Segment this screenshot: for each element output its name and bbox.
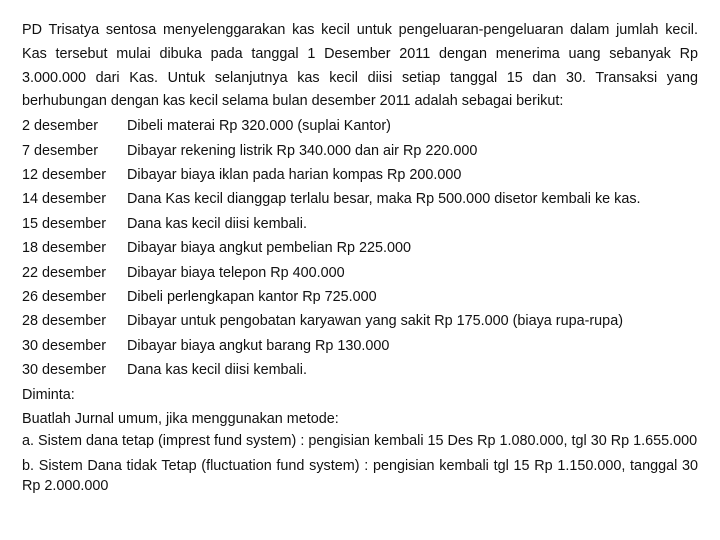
transaction-description: Dibayar untuk pengobatan karyawan yang sakit Rp 175.000 (biaya rupa-rupa) (127, 313, 623, 330)
transaction-description: Dana kas kecil diisi kembali. (127, 362, 307, 379)
transaction-row (22, 309, 698, 333)
transaction-date: 18 desember (22, 240, 106, 257)
transaction-description: Dibayar biaya iklan pada harian kompas Rp 200.000 (127, 167, 462, 183)
transaction-row (22, 285, 698, 309)
transaction-date: 22 desember (22, 264, 106, 281)
transaction-row (22, 139, 698, 163)
transaction-description: Dana kas kecil diisi kembali. (127, 215, 307, 232)
transaction-description: Dibayar biaya angkut barang Rp 130.000 (127, 337, 390, 354)
transaction-description: Dibayar rekening listrik Rp 340.000 dan air Rp 220.000 (127, 142, 478, 159)
transaction-row (22, 334, 698, 358)
option-b: b. Sistem Dana tidak Tetap (fluctuation fund system) : pengisian kembali tgl 15 Rp 1.150.000, tanggal 30 Rp 2.000.000 (22, 457, 698, 494)
transaction-description: Dana Kas kecil dianggap terlalu besar, maka Rp 500.000 disetor kembali ke kas. (127, 191, 641, 208)
transaction-row (22, 187, 698, 211)
transaction-date: 2 desember (22, 118, 98, 135)
transaction-date: 30 desember (22, 362, 106, 379)
transaction-row (22, 261, 698, 285)
transaction-date: 30 desember (22, 337, 106, 354)
transaction-date: 28 desember (22, 313, 106, 330)
transaction-date: 7 desember (22, 142, 98, 159)
transaction-description: Dibeli perlengkapan kantor Rp 725.000 (127, 289, 377, 306)
transaction-date: 26 desember (22, 289, 106, 306)
instruction-text: Buatlah Jurnal umum, jika menggunakan metode: (22, 411, 339, 428)
transaction-row (22, 114, 698, 138)
transaction-date: 12 desember (22, 167, 106, 183)
transaction-description: Dibeli materai Rp 320.000 (suplai Kantor) (127, 118, 391, 135)
transaction-date: 14 desember (22, 191, 106, 208)
intro-paragraph: PD Trisatya sentosa menyelenggarakan kas kecil untuk pengeluaran-pengeluaran dalam jumlah kecil. Kas tersebut mulai dibuka pada tanggal 1 Desember 2011 dengan menerima uang sebanyak Rp 3.000.000 dari Kas. Untuk selanjutnya kas kecil diisi setiap tanggal 15 dan 30. Transaksi yang berhubungan dengan kas kecil selama bulan desember 2011 adalah sebagai berikut: (22, 22, 698, 110)
transaction-row (22, 236, 698, 260)
transaction-row (22, 163, 698, 187)
transaction-date: 15 desember (22, 215, 106, 232)
transaction-list (22, 114, 698, 382)
transaction-row (22, 212, 698, 236)
transaction-description: Dibayar biaya telepon Rp 400.000 (127, 264, 345, 281)
transaction-description: Dibayar biaya angkut pembelian Rp 225.000 (127, 240, 412, 257)
diminta-label: Diminta: (22, 386, 75, 403)
option-a: a. Sistem dana tetap (imprest fund system) : pengisian kembali 15 Des Rp 1.080.000, tgl 30 Rp 1.655.000 (22, 433, 698, 450)
transaction-row (22, 358, 698, 382)
